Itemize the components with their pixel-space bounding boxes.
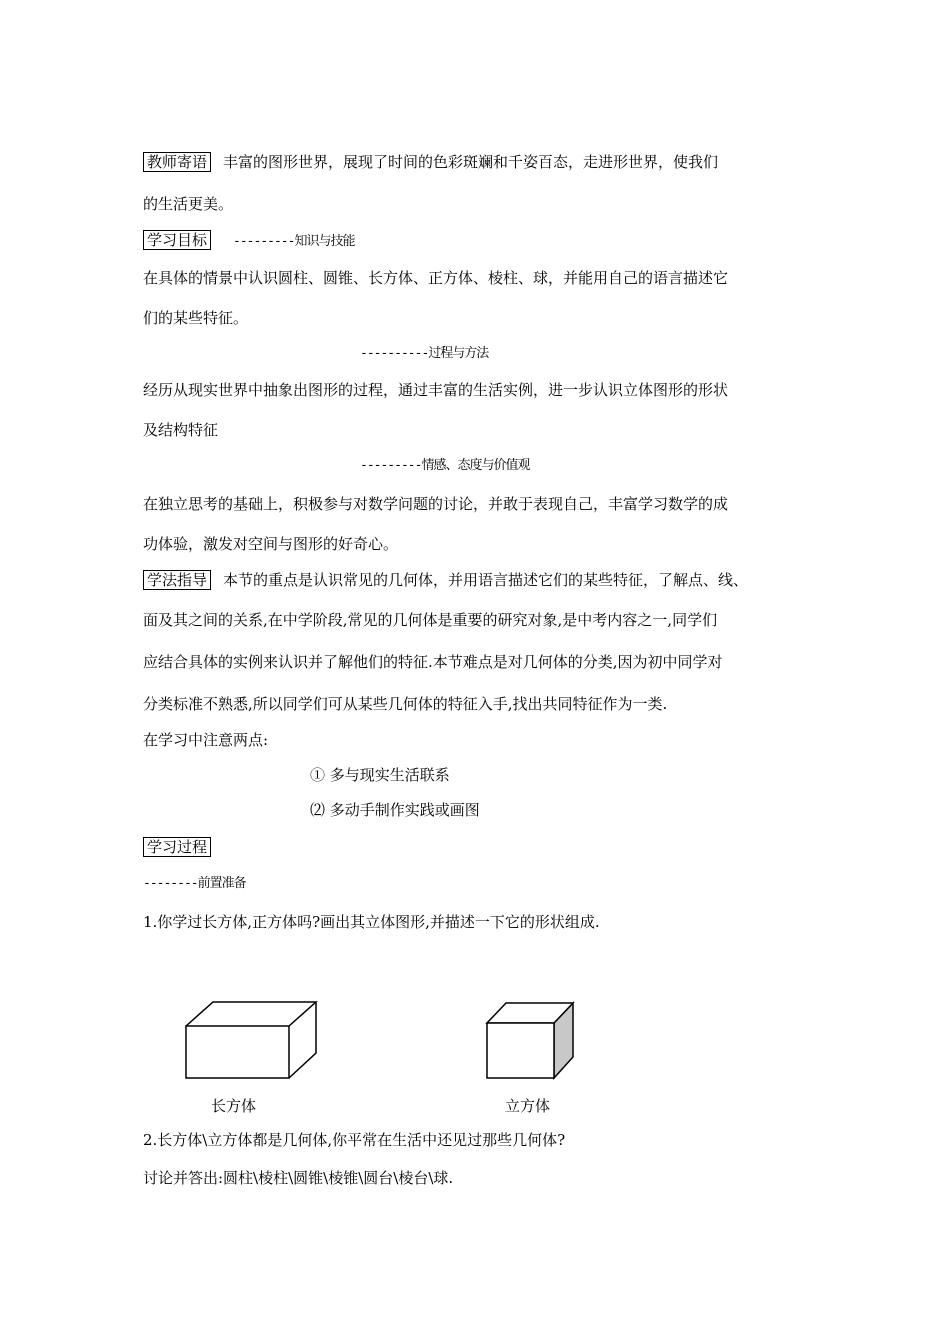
prep-heading: --------前置准备 (143, 876, 246, 891)
emotion-heading: ---------情感、态度与价值观 (360, 458, 530, 473)
teacher-message-label: 教师寄语 (143, 152, 211, 172)
process-label: 学习过程 (143, 837, 211, 857)
objectives-heading (143, 230, 354, 252)
discussion-answer: 讨论并答出:圆柱\棱柱\圆锥\棱锥\圆台\棱台\球. (143, 1169, 454, 1187)
method-note-intro: 在学习中注意两点: (143, 731, 269, 749)
method-line-2: 面及其之间的关系,在中学阶段,常见的几何体是重要的研究对象,是中考内容之一,同学们 (143, 611, 718, 629)
teacher-message-text: 丰富的图形世界，展现了时间的色彩斑斓和千姿百态，走进形世界，使我们 (223, 153, 719, 171)
method-line-3: 应结合具体的实例来认识并了解他们的特征.本节难点是对几何体的分类,因为初中同学对 (143, 653, 723, 671)
cube-label: 立方体 (505, 1097, 551, 1115)
process-method-line-1: 经历从现实世界中抽象出图形的过程，通过丰富的生活实例，进一步认识立体图形的形状 (143, 381, 729, 399)
method-text-1: 本节的重点是认识常见的几何体，并用语言描述它们的某些特征，了解点、线、 (223, 571, 749, 589)
method-note-1: ① 多与现实生活联系 (310, 766, 450, 784)
emotion-line-2: 功体验，激发对空间与图形的好奇心。 (143, 535, 399, 553)
process-method-line-2: 及结构特征 (143, 421, 219, 439)
method-line-1 (143, 570, 748, 590)
objectives-label: 学习目标 (143, 230, 211, 250)
process-method-heading: ----------过程与方法 (360, 346, 489, 361)
emotion-line-1: 在独立思考的基础上，积极参与对数学问题的讨论，并敢于表现自己，丰富学习数学的成 (143, 495, 729, 513)
process-heading (143, 837, 223, 857)
cuboid-figure (180, 995, 330, 1085)
knowledge-line-2: 们的某些特征。 (143, 309, 249, 327)
method-note-2: ⑵ 多动手制作实践或画图 (310, 801, 480, 819)
question-1: 1.你学过长方体,正方体吗?画出其立体图形,并描述一下它的形状组成. (143, 913, 600, 931)
question-2: 2.长方体\立方体都是几何体,你平常在生活中还见过那些几何体? (143, 1131, 566, 1149)
knowledge-heading: ---------知识与技能 (233, 234, 355, 249)
teacher-message-line-2: 的生活更美。 (143, 195, 234, 213)
method-label: 学法指导 (143, 570, 211, 590)
method-line-4: 分类标准不熟悉,所以同学们可从某些几何体的特征入手,找出共同特征作为一类. (143, 695, 668, 713)
teacher-message-line-1 (143, 152, 718, 172)
knowledge-line-1: 在具体的情景中认识圆柱、圆锥、长方体、正方体、棱柱、球，并能用自己的语言描述它 (143, 269, 729, 287)
cube-figure (480, 995, 580, 1085)
cuboid-label: 长方体 (211, 1097, 257, 1115)
